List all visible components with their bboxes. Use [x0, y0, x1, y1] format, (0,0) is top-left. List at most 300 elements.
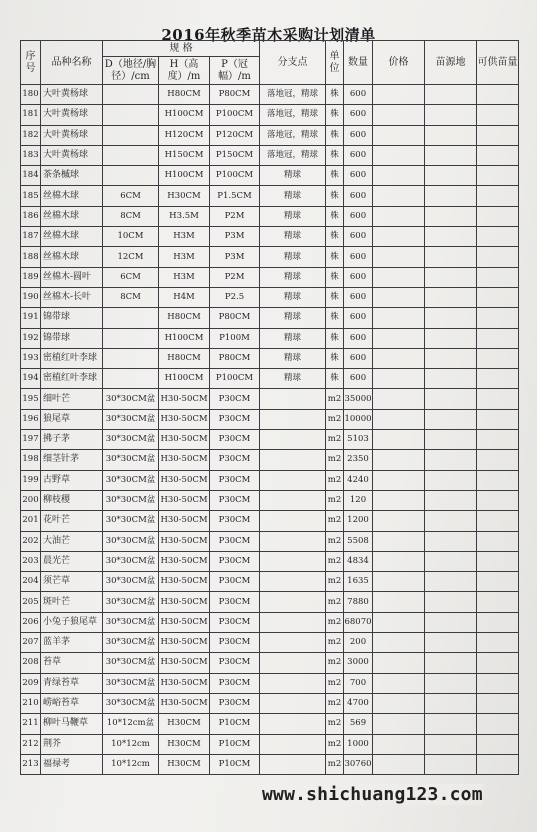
row-crown: P30CM	[210, 633, 260, 653]
row-price	[373, 633, 425, 653]
row-branch: 精球	[260, 287, 326, 307]
row-quantity: 1200	[344, 511, 373, 531]
row-source	[425, 328, 477, 348]
table-row	[21, 145, 519, 165]
row-price	[373, 754, 425, 774]
table-row	[21, 754, 519, 774]
row-available	[477, 308, 519, 328]
row-diameter: 30*30CM盆	[103, 633, 159, 653]
row-crown: P10CM	[210, 734, 260, 754]
row-available	[477, 85, 519, 105]
row-source	[425, 572, 477, 592]
site-watermark: www.shichuang123.com	[262, 784, 483, 805]
row-crown: P10CM	[210, 754, 260, 774]
row-source	[425, 470, 477, 490]
row-available	[477, 490, 519, 510]
row-diameter	[103, 125, 159, 145]
row-available	[477, 125, 519, 145]
row-unit: 株	[326, 348, 344, 368]
row-price	[373, 85, 425, 105]
table-row	[21, 389, 519, 409]
row-quantity: 5103	[344, 430, 373, 450]
row-quantity: 600	[344, 287, 373, 307]
row-source	[425, 85, 477, 105]
row-unit: m2	[326, 572, 344, 592]
row-price	[373, 714, 425, 734]
row-height: H30-50CM	[159, 673, 210, 693]
table-row	[21, 287, 519, 307]
row-available	[477, 247, 519, 267]
row-height: H100CM	[159, 369, 210, 389]
row-branch	[260, 633, 326, 653]
row-name: 锦带球	[41, 328, 103, 348]
row-quantity: 569	[344, 714, 373, 734]
row-available	[477, 734, 519, 754]
row-quantity: 600	[344, 125, 373, 145]
row-branch	[260, 653, 326, 673]
row-quantity: 4700	[344, 693, 373, 713]
row-branch	[260, 450, 326, 470]
row-height: H100CM	[159, 166, 210, 186]
row-unit: 株	[326, 166, 344, 186]
row-price	[373, 186, 425, 206]
row-crown: P3M	[210, 227, 260, 247]
row-seq: 192	[21, 328, 41, 348]
table-row	[21, 693, 519, 713]
row-unit: 株	[326, 105, 344, 125]
table-row	[21, 206, 519, 226]
row-quantity: 2350	[344, 450, 373, 470]
row-price	[373, 693, 425, 713]
row-diameter: 30*30CM盆	[103, 450, 159, 470]
row-name: 花叶芒	[41, 511, 103, 531]
row-crown: P30CM	[210, 450, 260, 470]
row-branch	[260, 592, 326, 612]
row-crown: P3M	[210, 247, 260, 267]
row-source	[425, 612, 477, 632]
row-price	[373, 430, 425, 450]
row-price	[373, 145, 425, 165]
row-name: 大叶黄杨球	[41, 125, 103, 145]
row-available	[477, 389, 519, 409]
row-branch: 精球	[260, 206, 326, 226]
table-row	[21, 369, 519, 389]
row-quantity: 68070	[344, 612, 373, 632]
row-seq: 190	[21, 287, 41, 307]
row-diameter	[103, 105, 159, 125]
row-source	[425, 734, 477, 754]
row-quantity: 600	[344, 247, 373, 267]
row-height: H80CM	[159, 308, 210, 328]
row-quantity: 600	[344, 227, 373, 247]
row-source	[425, 430, 477, 450]
row-source	[425, 348, 477, 368]
row-quantity: 600	[344, 186, 373, 206]
row-quantity: 4240	[344, 470, 373, 490]
row-quantity: 120	[344, 490, 373, 510]
row-seq: 191	[21, 308, 41, 328]
header-unit: 单位	[326, 41, 344, 85]
row-height: H30-50CM	[159, 511, 210, 531]
row-price	[373, 592, 425, 612]
row-unit: 株	[326, 267, 344, 287]
row-price	[373, 572, 425, 592]
row-branch: 精球	[260, 166, 326, 186]
row-unit: 株	[326, 227, 344, 247]
row-quantity: 10000	[344, 409, 373, 429]
row-unit: 株	[326, 369, 344, 389]
row-name: 大油芒	[41, 531, 103, 551]
row-source	[425, 633, 477, 653]
row-available	[477, 693, 519, 713]
row-source	[425, 267, 477, 287]
row-diameter: 6CM	[103, 186, 159, 206]
row-crown: P30CM	[210, 612, 260, 632]
row-source	[425, 125, 477, 145]
header-seq: 序号	[21, 41, 41, 85]
row-seq: 189	[21, 267, 41, 287]
row-source	[425, 754, 477, 774]
row-available	[477, 572, 519, 592]
row-available	[477, 653, 519, 673]
row-seq: 198	[21, 450, 41, 470]
row-branch	[260, 673, 326, 693]
header-source: 苗源地	[425, 41, 477, 85]
row-source	[425, 653, 477, 673]
row-available	[477, 145, 519, 165]
row-seq: 193	[21, 348, 41, 368]
row-available	[477, 186, 519, 206]
document-title: 2016年秋季苗木采购计划清单	[161, 26, 376, 44]
row-crown: P1.5CM	[210, 186, 260, 206]
row-name: 崂峪苔草	[41, 693, 103, 713]
row-branch: 精球	[260, 267, 326, 287]
row-branch: 精球	[260, 369, 326, 389]
row-source	[425, 409, 477, 429]
row-available	[477, 754, 519, 774]
row-name: 茶条槭球	[41, 166, 103, 186]
row-diameter: 12CM	[103, 247, 159, 267]
row-name: 大叶黄杨球	[41, 85, 103, 105]
row-seq: 183	[21, 145, 41, 165]
row-price	[373, 328, 425, 348]
row-height: H3M	[159, 227, 210, 247]
row-crown: P100CM	[210, 369, 260, 389]
row-name: 细茎针茅	[41, 450, 103, 470]
row-unit: m2	[326, 754, 344, 774]
table-row	[21, 592, 519, 612]
row-available	[477, 551, 519, 571]
row-diameter: 30*30CM盆	[103, 531, 159, 551]
row-crown: P30CM	[210, 693, 260, 713]
row-unit: m2	[326, 714, 344, 734]
row-unit: m2	[326, 511, 344, 531]
row-price	[373, 166, 425, 186]
table-row	[21, 328, 519, 348]
row-price	[373, 450, 425, 470]
table-row	[21, 85, 519, 105]
row-seq: 202	[21, 531, 41, 551]
row-name: 柳叶马鞭草	[41, 714, 103, 734]
row-diameter: 30*30CM盆	[103, 673, 159, 693]
row-source	[425, 450, 477, 470]
row-source	[425, 105, 477, 125]
row-branch: 落地冠，精球	[260, 145, 326, 165]
row-height: H120CM	[159, 125, 210, 145]
row-unit: m2	[326, 592, 344, 612]
row-seq: 187	[21, 227, 41, 247]
row-source	[425, 227, 477, 247]
row-price	[373, 348, 425, 368]
row-diameter	[103, 308, 159, 328]
row-available	[477, 348, 519, 368]
row-height: H30CM	[159, 714, 210, 734]
row-height: H100CM	[159, 105, 210, 125]
row-price	[373, 227, 425, 247]
row-crown: P80CM	[210, 85, 260, 105]
row-quantity: 5508	[344, 531, 373, 551]
header-name: 品种名称	[41, 41, 103, 85]
row-name: 青绿苔草	[41, 673, 103, 693]
row-source	[425, 490, 477, 510]
row-diameter: 10CM	[103, 227, 159, 247]
header-qty: 数量	[344, 41, 373, 85]
row-seq: 205	[21, 592, 41, 612]
row-diameter: 30*30CM盆	[103, 572, 159, 592]
row-price	[373, 673, 425, 693]
row-height: H30-50CM	[159, 693, 210, 713]
row-crown: P2M	[210, 206, 260, 226]
table-row	[21, 348, 519, 368]
row-height: H30CM	[159, 734, 210, 754]
row-seq: 196	[21, 409, 41, 429]
row-unit: 株	[326, 186, 344, 206]
row-seq: 184	[21, 166, 41, 186]
row-height: H30-50CM	[159, 450, 210, 470]
row-height: H30-50CM	[159, 653, 210, 673]
row-source	[425, 389, 477, 409]
row-quantity: 1635	[344, 572, 373, 592]
row-seq: 209	[21, 673, 41, 693]
row-diameter	[103, 348, 159, 368]
row-height: H30CM	[159, 754, 210, 774]
row-height: H30-50CM	[159, 612, 210, 632]
row-available	[477, 227, 519, 247]
row-crown: P80CM	[210, 308, 260, 328]
row-price	[373, 551, 425, 571]
row-seq: 195	[21, 389, 41, 409]
header-d: D（地径/胸径）/cm	[103, 57, 159, 85]
row-diameter: 30*30CM盆	[103, 693, 159, 713]
row-source	[425, 369, 477, 389]
row-quantity: 1000	[344, 734, 373, 754]
row-diameter: 30*30CM盆	[103, 551, 159, 571]
header-h: H（高度）/m	[159, 57, 210, 85]
row-seq: 199	[21, 470, 41, 490]
row-branch: 落地冠，精球	[260, 105, 326, 125]
row-seq: 206	[21, 612, 41, 632]
row-height: H3.5M	[159, 206, 210, 226]
row-quantity: 3000	[344, 653, 373, 673]
row-available	[477, 470, 519, 490]
row-seq: 186	[21, 206, 41, 226]
row-branch: 精球	[260, 328, 326, 348]
row-quantity: 4834	[344, 551, 373, 571]
row-branch	[260, 572, 326, 592]
row-unit: 株	[326, 145, 344, 165]
row-source	[425, 714, 477, 734]
row-source	[425, 287, 477, 307]
row-name: 大叶黄杨球	[41, 145, 103, 165]
row-name: 苔草	[41, 653, 103, 673]
row-quantity: 600	[344, 145, 373, 165]
row-diameter: 30*30CM盆	[103, 409, 159, 429]
row-height: H100CM	[159, 328, 210, 348]
row-available	[477, 531, 519, 551]
row-branch	[260, 409, 326, 429]
table-row	[21, 633, 519, 653]
row-price	[373, 369, 425, 389]
row-seq: 180	[21, 85, 41, 105]
row-available	[477, 328, 519, 348]
row-seq: 197	[21, 430, 41, 450]
row-quantity: 600	[344, 308, 373, 328]
row-source	[425, 592, 477, 612]
row-crown: P30CM	[210, 511, 260, 531]
row-name: 福禄考	[41, 754, 103, 774]
row-unit: m2	[326, 430, 344, 450]
row-height: H30-50CM	[159, 531, 210, 551]
row-quantity: 600	[344, 369, 373, 389]
row-branch: 落地冠，精球	[260, 85, 326, 105]
row-price	[373, 389, 425, 409]
row-price	[373, 125, 425, 145]
row-price	[373, 409, 425, 429]
row-branch	[260, 490, 326, 510]
row-unit: m2	[326, 612, 344, 632]
row-diameter: 10*12cm	[103, 734, 159, 754]
row-price	[373, 734, 425, 754]
row-unit: 株	[326, 125, 344, 145]
row-crown: P10CM	[210, 714, 260, 734]
row-quantity: 30760	[344, 754, 373, 774]
row-unit: 株	[326, 287, 344, 307]
row-crown: P30CM	[210, 430, 260, 450]
row-crown: P30CM	[210, 531, 260, 551]
row-unit: m2	[326, 693, 344, 713]
row-unit: m2	[326, 490, 344, 510]
row-name: 蓝羊茅	[41, 633, 103, 653]
row-height: H30-50CM	[159, 409, 210, 429]
row-diameter	[103, 369, 159, 389]
row-branch	[260, 551, 326, 571]
row-price	[373, 653, 425, 673]
row-price	[373, 511, 425, 531]
row-diameter	[103, 166, 159, 186]
row-branch	[260, 693, 326, 713]
header-spec: 规 格	[103, 41, 260, 57]
table-row	[21, 125, 519, 145]
row-seq: 185	[21, 186, 41, 206]
row-name: 密植红叶李球	[41, 369, 103, 389]
table-row	[21, 511, 519, 531]
row-height: H30-50CM	[159, 572, 210, 592]
row-unit: 株	[326, 85, 344, 105]
row-source	[425, 308, 477, 328]
row-price	[373, 308, 425, 328]
row-name: 细叶芒	[41, 389, 103, 409]
row-branch: 精球	[260, 348, 326, 368]
row-height: H3M	[159, 267, 210, 287]
row-name: 密植红叶李球	[41, 348, 103, 368]
row-available	[477, 166, 519, 186]
row-price	[373, 247, 425, 267]
row-quantity: 600	[344, 85, 373, 105]
row-seq: 182	[21, 125, 41, 145]
row-diameter: 30*30CM盆	[103, 430, 159, 450]
row-source	[425, 693, 477, 713]
row-name: 荆芥	[41, 734, 103, 754]
row-crown: P100CM	[210, 166, 260, 186]
row-height: H150CM	[159, 145, 210, 165]
row-name: 丝棉木球	[41, 206, 103, 226]
row-quantity: 600	[344, 328, 373, 348]
row-branch	[260, 612, 326, 632]
row-unit: m2	[326, 653, 344, 673]
row-branch: 精球	[260, 186, 326, 206]
row-unit: 株	[326, 328, 344, 348]
row-available	[477, 409, 519, 429]
table-row	[21, 227, 519, 247]
row-unit: m2	[326, 450, 344, 470]
row-name: 丝棉木球	[41, 186, 103, 206]
table-row	[21, 490, 519, 510]
row-seq: 194	[21, 369, 41, 389]
row-source	[425, 206, 477, 226]
row-price	[373, 105, 425, 125]
row-seq: 211	[21, 714, 41, 734]
row-diameter: 8CM	[103, 287, 159, 307]
row-quantity: 7880	[344, 592, 373, 612]
row-seq: 181	[21, 105, 41, 125]
row-crown: P30CM	[210, 551, 260, 571]
row-quantity: 600	[344, 105, 373, 125]
row-diameter: 10*12cm	[103, 754, 159, 774]
row-diameter	[103, 328, 159, 348]
row-name: 拂子茅	[41, 430, 103, 450]
row-source	[425, 673, 477, 693]
row-crown: P30CM	[210, 409, 260, 429]
row-name: 晨光芒	[41, 551, 103, 571]
row-unit: m2	[326, 470, 344, 490]
row-seq: 207	[21, 633, 41, 653]
row-branch	[260, 430, 326, 450]
row-branch: 落地冠，精球	[260, 125, 326, 145]
row-diameter: 30*30CM盆	[103, 612, 159, 632]
table-row	[21, 247, 519, 267]
row-height: H4M	[159, 287, 210, 307]
row-height: H30-50CM	[159, 633, 210, 653]
row-height: H30-50CM	[159, 470, 210, 490]
table-row	[21, 612, 519, 632]
row-seq: 208	[21, 653, 41, 673]
row-available	[477, 105, 519, 125]
row-crown: P30CM	[210, 653, 260, 673]
row-source	[425, 511, 477, 531]
header-branch: 分支点	[260, 41, 326, 85]
row-diameter: 30*30CM盆	[103, 490, 159, 510]
row-diameter: 10*12cm盆	[103, 714, 159, 734]
